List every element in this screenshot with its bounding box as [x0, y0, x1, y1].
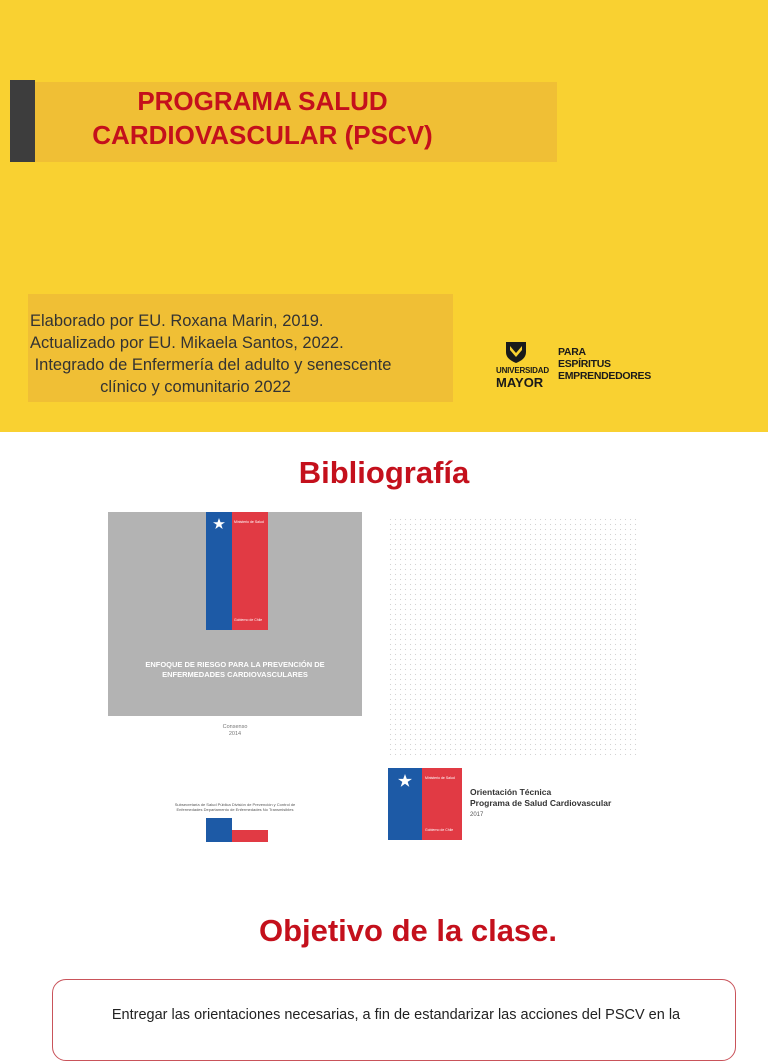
title-line-1: PROGRAMA SALUD: [137, 86, 388, 116]
bibliography-slide: [0, 432, 768, 864]
title-accent-bar: [10, 80, 35, 162]
book-1-date-line-2: 2014: [228, 731, 242, 737]
presentation-title: [35, 84, 490, 152]
book-1-title: ENFOQUE DE RIESGO PARA LA PREVENCIÓN DE ENFERMEDADES CARDIOVASCULARES: [145, 660, 325, 679]
credit-line-4: clínico y comunitario 2022: [100, 378, 291, 396]
logo-universidad-text: UNIVERSIDAD: [496, 366, 549, 375]
book-2-title-line-1: Orientación Técnica: [470, 787, 552, 797]
logo-tagline-3: EMPRENDEDORES: [558, 370, 651, 382]
logo-tagline-2: ESPÍRITUS: [558, 358, 611, 370]
star-icon: [398, 774, 412, 788]
book-1-institution: Subsecretaría de Salud Pública División de Prevención y Control de Enfermedades Departamento de Enfermedades No Transmisibles: [174, 802, 296, 812]
objective-title: Objetivo de la clase.: [258, 913, 558, 948]
university-shield-icon: [504, 340, 528, 364]
credit-line-1: Elaborado por EU. Roxana Marin, 2019.: [30, 312, 324, 330]
university-logo: [496, 338, 651, 394]
logo-tagline-1: PARA: [558, 346, 586, 358]
book-2-title: [470, 787, 611, 809]
ministry-label: Ministerio de Salud: [234, 520, 264, 524]
ministry-flag-small: [206, 818, 268, 842]
credit-line-2: Actualizado por EU. Mikaela Santos, 2022.: [30, 334, 344, 352]
book-2-title-line-2: Programa de Salud Cardiovascular: [470, 798, 612, 808]
book-1-date-line-1: Consenso: [222, 724, 248, 730]
ministry-flag-logo: [206, 512, 268, 630]
logo-mayor-text: MAYOR: [496, 375, 544, 390]
book-cover-orientacion-tecnica: [388, 768, 638, 840]
credit-line-3: Integrado de Enfermería del adulto y senescente: [30, 356, 392, 374]
bibliography-title: Bibliografía: [298, 455, 470, 490]
objective-body-text: Entregar las orientaciones necesarias, a fin de estandarizar las acciones del PSCV en la: [111, 1007, 681, 1023]
title-slide: [0, 0, 768, 432]
book-1-date: [108, 724, 362, 738]
star-icon: [213, 518, 225, 530]
faded-document-page: [388, 517, 640, 755]
ministry-flag-logo-2: [388, 768, 462, 840]
government-label-2: Gobierno de Chile: [425, 828, 454, 832]
objective-slide: [0, 864, 768, 1024]
book-2-year: 2017: [470, 812, 484, 818]
book-cover-enfoque-riesgo: [108, 512, 362, 842]
ministry-label-2: Ministerio de Salud: [425, 776, 455, 780]
title-line-2: CARDIOVASCULAR (PSCV): [92, 120, 433, 150]
government-label: Gobierno de Chile: [234, 618, 263, 622]
